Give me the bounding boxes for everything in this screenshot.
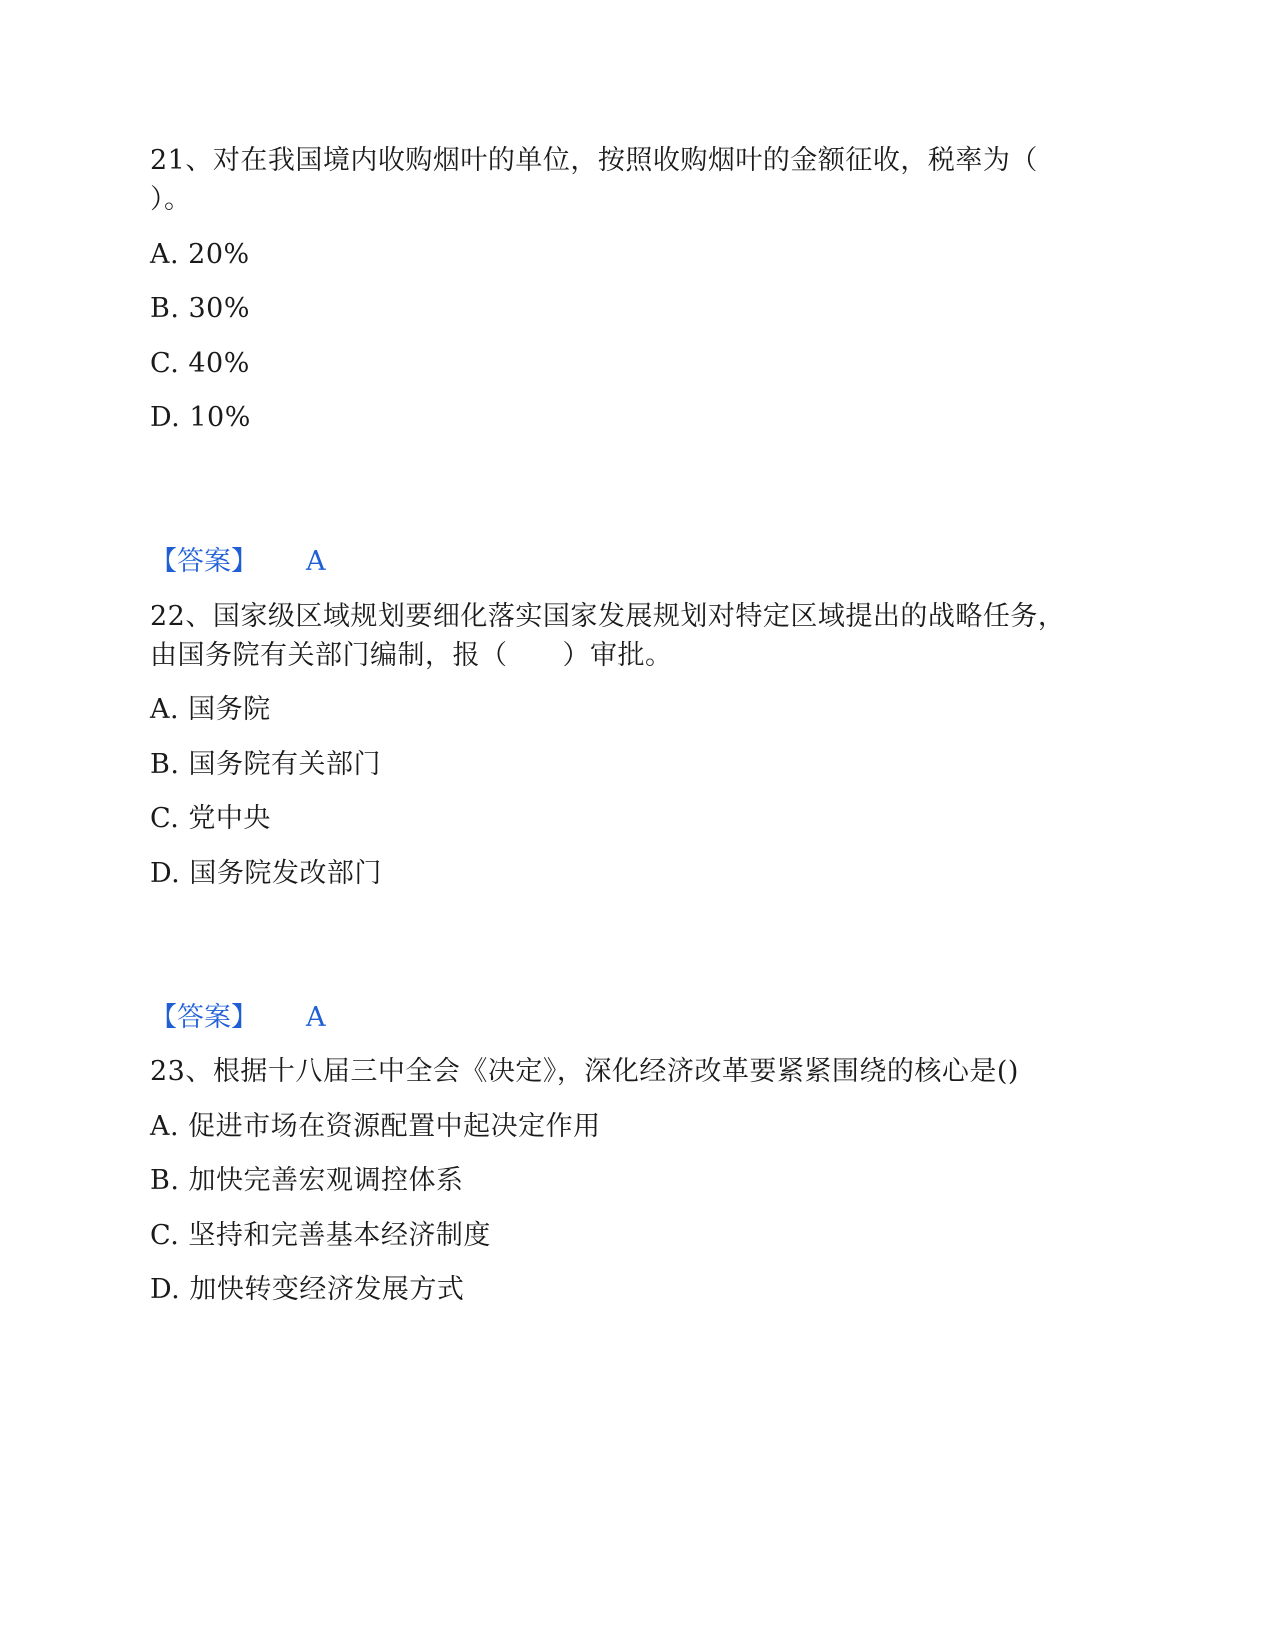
question-21-stem-line1: 21、对在我国境内收购烟叶的单位，按照收购烟叶的金额征收，税率为（ xyxy=(150,145,1038,176)
question-22-answer xyxy=(150,1001,326,1035)
question-23-option-c: C. 坚持和完善基本经济制度 xyxy=(150,1220,491,1251)
question-22-option-d: D. 国务院发改部门 xyxy=(150,858,382,889)
answer-label: 【答案】 xyxy=(150,1002,258,1033)
question-21-stem-line2: ）。 xyxy=(150,184,192,215)
answer-label: 【答案】 xyxy=(150,546,258,577)
question-23-option-b: B. 加快完善宏观调控体系 xyxy=(150,1165,464,1196)
answer-value: A xyxy=(306,1002,326,1033)
question-23-option-a: A. 促进市场在资源配置中起决定作用 xyxy=(150,1111,601,1142)
question-23-option-d: D. 加快转变经济发展方式 xyxy=(150,1274,465,1305)
question-22-stem-line1: 22、国家级区域规划要细化落实国家发展规划对特定区域提出的战略任务， xyxy=(150,601,1066,632)
question-21-option-b: B. 30% xyxy=(150,293,251,324)
answer-value: A xyxy=(306,546,326,577)
question-22-option-a: A. 国务院 xyxy=(150,694,271,725)
question-22-option-b: B. 国务院有关部门 xyxy=(150,749,382,780)
question-21-answer xyxy=(150,545,326,579)
question-21-option-a: A. 20% xyxy=(150,239,250,270)
question-21-option-d: D. 10% xyxy=(150,402,251,433)
question-22-stem-line2: 由国务院有关部门编制，报（ ）审批。 xyxy=(150,640,673,671)
question-21-option-c: C. 40% xyxy=(150,348,250,379)
question-23-stem-line1: 23、根据十八届三中全会《决定》，深化经济改革要紧紧围绕的核心是() xyxy=(150,1056,1019,1087)
question-22-option-c: C. 党中央 xyxy=(150,803,271,834)
